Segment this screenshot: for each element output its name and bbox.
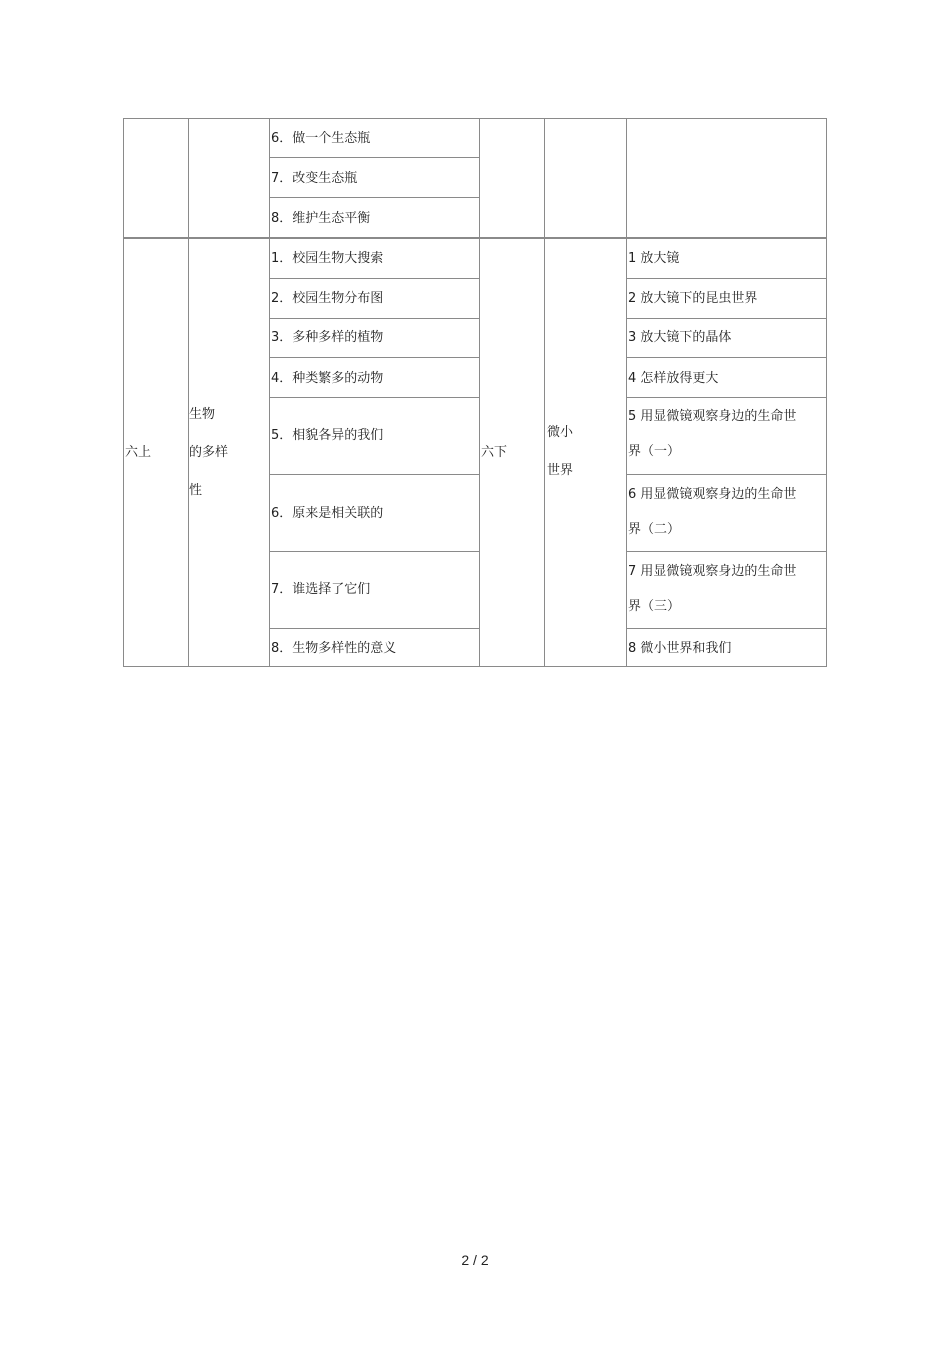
lesson-cell-right-5 [626, 397, 827, 475]
lesson-cell-left-3 [269, 318, 480, 358]
lesson-text: 3．多种多样的植物 [271, 330, 384, 345]
lesson-cell-left-2 [269, 278, 480, 319]
unit-cell-right [544, 238, 627, 667]
lesson-text-line2: 界（一） [628, 444, 681, 459]
lesson-cell-right-8 [626, 628, 827, 667]
lesson-text-line2: 界（三） [628, 599, 681, 614]
lesson-cell-left-8 [269, 628, 480, 667]
grade-label-right: 六下 [481, 445, 508, 460]
lesson-text: 1．校园生物大搜索 [271, 251, 384, 266]
lesson-text: 7．改变生态瓶 [271, 171, 358, 186]
top-grade-cell [123, 118, 189, 238]
top-lesson-right-cell [626, 118, 827, 238]
unit-label-left-line1: 生物 [189, 407, 216, 422]
page-number: 2 / 2 [461, 1252, 489, 1268]
lesson-text: 8．生物多样性的意义 [271, 641, 397, 656]
lesson-cell-right-1 [626, 238, 827, 279]
lesson-cell-right-3 [626, 318, 827, 358]
top-unit-right-cell [544, 118, 627, 238]
top-grade-right-cell [479, 118, 545, 238]
lesson-cell-top-1 [269, 118, 480, 158]
lesson-cell-left-4 [269, 357, 480, 398]
lesson-cell-right-4 [626, 357, 827, 398]
lesson-text: 6．原来是相关联的 [271, 506, 384, 521]
lesson-cell-top-2 [269, 157, 480, 198]
lesson-cell-top-3 [269, 197, 480, 238]
grade-label-left: 六上 [125, 445, 152, 460]
lesson-text: 6．做一个生态瓶 [271, 131, 371, 146]
lesson-cell-left-1 [269, 238, 480, 279]
lesson-text: 8 微小世界和我们 [628, 641, 732, 656]
lesson-text: 3 放大镜下的晶体 [628, 330, 732, 345]
lesson-cell-left-5 [269, 397, 480, 475]
unit-cell-left [188, 238, 270, 667]
lesson-text: 2 放大镜下的昆虫世界 [628, 291, 758, 306]
lesson-text: 7．谁选择了它们 [271, 582, 371, 597]
lesson-cell-left-6 [269, 474, 480, 552]
grade-cell-right [479, 238, 545, 667]
lesson-cell-right-2 [626, 278, 827, 319]
lesson-text: 5．相貌各异的我们 [271, 428, 384, 443]
lesson-text: 2．校园生物分布图 [271, 291, 384, 306]
lesson-cell-right-6 [626, 474, 827, 552]
lesson-text-line1: 6 用显微镜观察身边的生命世 [628, 487, 797, 502]
lesson-cell-right-7 [626, 551, 827, 629]
unit-label-right-line2: 世界 [547, 463, 574, 478]
unit-label-right-line1: 微小 [547, 425, 574, 440]
lesson-text: 1 放大镜 [628, 251, 680, 266]
unit-label-left-line3: 性 [189, 483, 203, 498]
lesson-text-line2: 界（二） [628, 522, 681, 537]
lesson-text: 4．种类繁多的动物 [271, 371, 384, 386]
lesson-text: 4 怎样放得更大 [628, 371, 719, 386]
lesson-text: 8．维护生态平衡 [271, 211, 371, 226]
lesson-cell-left-7 [269, 551, 480, 629]
unit-label-left-line2: 的多样 [189, 445, 229, 460]
grade-cell-left [123, 238, 189, 667]
lesson-text-line1: 7 用显微镜观察身边的生命世 [628, 564, 797, 579]
lesson-text-line1: 5 用显微镜观察身边的生命世 [628, 409, 797, 424]
top-unit-cell [188, 118, 270, 238]
